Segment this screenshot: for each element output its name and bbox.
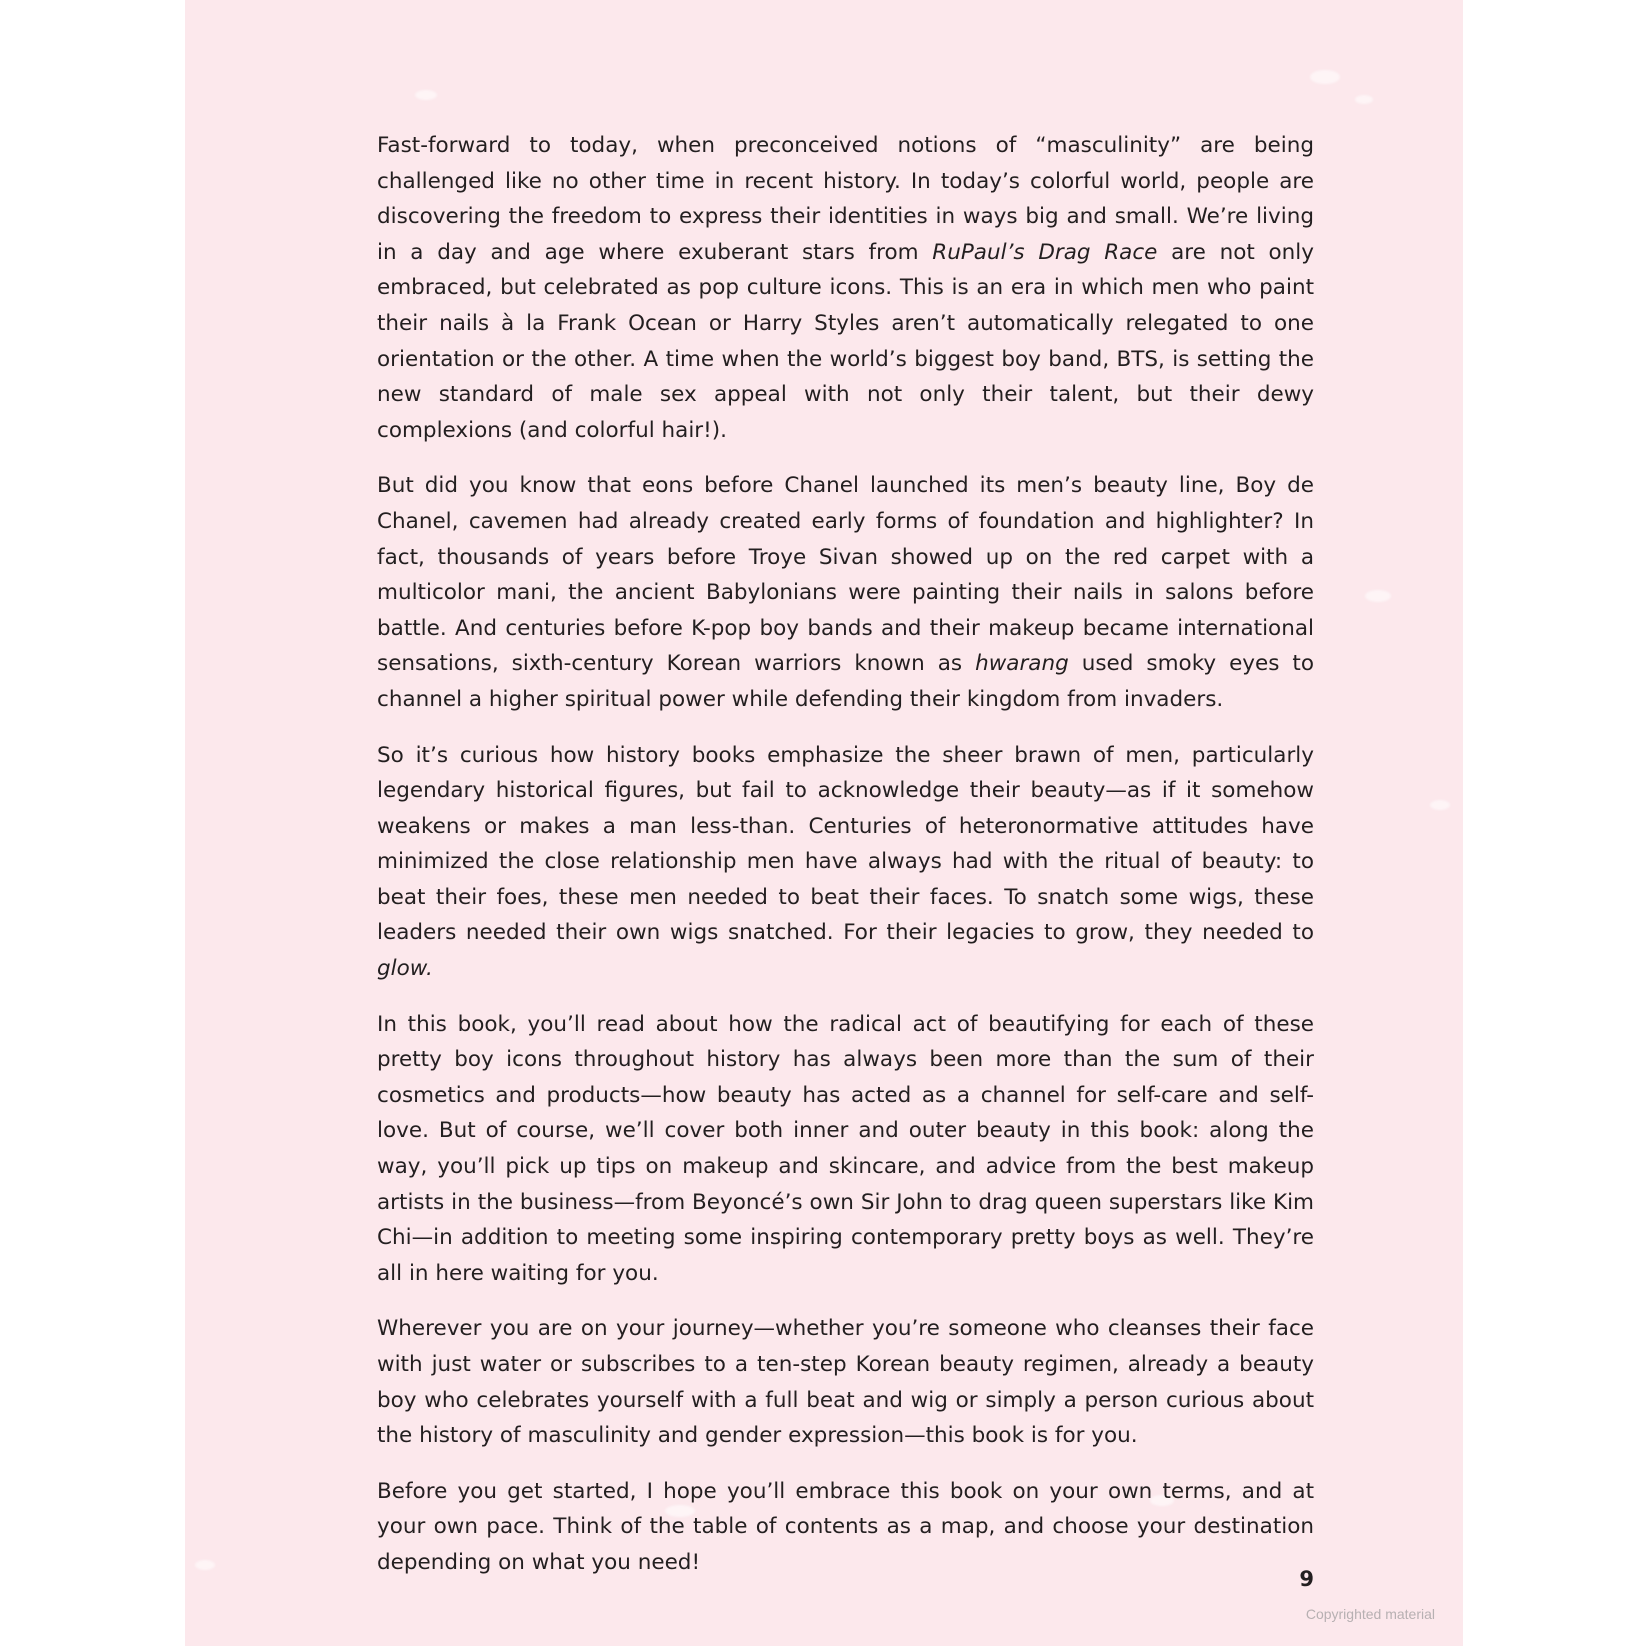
italic-text: hwarang xyxy=(975,651,1069,677)
paragraph-text: Before you get started, I hope you’ll embrace this book on your own terms, and at your own pace. Think of the table of contents as a map, and choose your destination depending on what you need! xyxy=(377,1478,1314,1575)
texture-speck xyxy=(1430,800,1450,810)
paragraph-text: Wherever you are on your journey—whether you’re someone who cleanses their face with just water or subscribes to a ten-step Korean beauty regimen, already a beauty boy who celebrates yourself with a full beat and wig or simply a person curious about the history of masculinity and gender expression—this book is for you. xyxy=(377,1316,1314,1449)
paragraph-text: used smoky eyes to channel a higher spiritual power while defending their kingdom from invaders. xyxy=(377,651,1314,712)
texture-speck xyxy=(415,90,437,100)
italic-text: RuPaul’s Drag Race xyxy=(932,239,1158,265)
paragraph-text: So it’s curious how history books emphasize the sheer brawn of men, particularly legendary historical figures, but fail to acknowledge their beauty—as if it somehow weakens or makes a man less-than. Centuries of heteronormative attitudes have minimized the close relationship men have always had with the ritual of beauty: to beat their foes, these men needed to beat their faces. To snatch some wigs, these leaders needed their own wigs snatched. For their legacies to grow, they needed to xyxy=(377,742,1314,946)
body-text xyxy=(377,128,1314,1601)
paragraph-text: are not only embraced, but celebrated as pop culture icons. This is an era in which men who paint their nails à la Frank Ocean or Harry Styles aren’t automatically relegated to one orientation or the other. A time when the world’s biggest boy band, BTS, is setting the new standard of male sex appeal with not only their talent, but their dewy complexions (and colorful hair!). xyxy=(377,239,1314,443)
paragraph xyxy=(377,738,1314,987)
paragraph xyxy=(377,468,1314,717)
copyright-watermark: Copyrighted material xyxy=(1305,1606,1435,1622)
paragraph xyxy=(377,128,1314,448)
texture-speck xyxy=(195,1560,215,1570)
texture-speck xyxy=(1355,95,1373,104)
paragraph xyxy=(377,1474,1314,1581)
paragraph-text: In this book, you’ll read about how the radical act of beautifying for each of these pretty boy icons throughout history has always been more than the sum of their cosmetics and products—how beauty has acted as a channel for self-care and self-love. But of course, we’ll cover both inner and outer beauty in this book: along the way, you’ll pick up tips on makeup and skincare, and advice from the best makeup artists in the business—from Beyoncé’s own Sir John to drag queen superstars like Kim Chi—in addition to meeting some inspiring contemporary pretty boys as well. They’re all in here waiting for you. xyxy=(377,1011,1314,1286)
texture-speck xyxy=(1310,70,1340,84)
paragraph-text: Fast-forward to today, when preconceived notions of “masculinity” are being challenged like no other time in recent history. In today’s colorful world, people are discovering the freedom to express their identities in ways big and small. We’re living in a day and age where exuberant stars from xyxy=(377,133,1314,265)
italic-text: glow. xyxy=(377,956,433,982)
paragraph xyxy=(377,1311,1314,1453)
book-page xyxy=(185,0,1463,1646)
page-number: 9 xyxy=(1299,1567,1314,1591)
texture-speck xyxy=(1365,590,1391,602)
paragraph xyxy=(377,1007,1314,1292)
paragraph-text: But did you know that eons before Chanel launched its men’s beauty line, Boy de Chanel, cavemen had already created early forms of foundation and highlighter? In fact, thousands of years before Troye Sivan showed up on the red carpet with a multicolor mani, the ancient Babylonians were painting their nails in salons before battle. And centuries before K-pop boy bands and their makeup became international sensations, sixth-century Korean warriors known as xyxy=(377,473,1314,677)
